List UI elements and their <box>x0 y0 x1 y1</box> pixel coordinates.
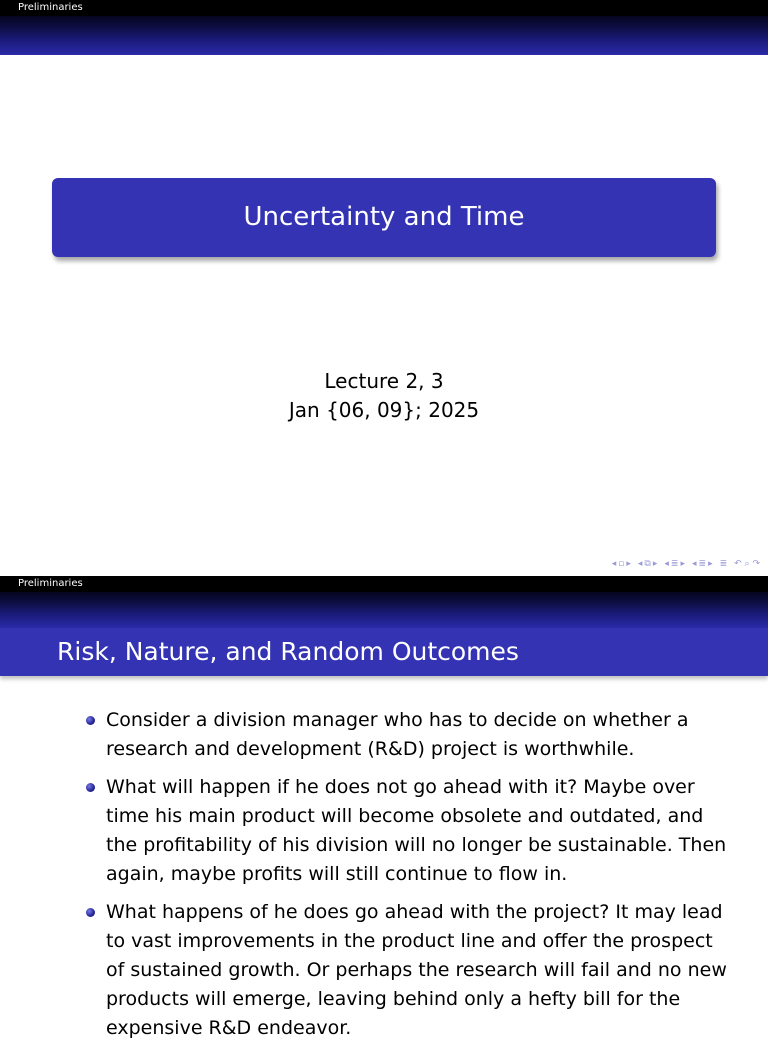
nav-slide-forward-icon[interactable]: ▸ <box>708 559 713 569</box>
frame-title: Risk, Nature, and Random Outcomes <box>57 637 519 666</box>
nav-section-forward-icon[interactable]: ▸ <box>680 559 685 569</box>
bullet-icon <box>86 908 95 917</box>
nav-frame-back-icon[interactable]: ◂ <box>611 559 617 569</box>
header-band <box>0 16 768 55</box>
header-bar <box>0 0 768 16</box>
nav-section-icon[interactable]: ≣ <box>670 559 679 569</box>
content-slide <box>0 576 768 1039</box>
presentation-title: Uncertainty and Time <box>243 202 525 232</box>
bullet-icon <box>86 783 95 792</box>
bullet-text: What will happen if he does not go ahead with it? Maybe over time his main product will become obsolete and outdated, and the profitability of his division will no longer be sustainable. Then again, maybe profits will still continue to flow in. <box>106 776 727 885</box>
bullet-item <box>86 706 736 764</box>
bullet-text: Consider a division manager who has to decide on whether a research and development (R&D) project is worthwhile. <box>106 709 689 760</box>
nav-slide-back-icon[interactable]: ◂ <box>692 559 697 569</box>
beamer-navigation <box>612 558 760 570</box>
nav-subsection-forward-icon[interactable]: ▸ <box>652 559 658 569</box>
title-box <box>52 178 716 257</box>
bullet-item <box>86 898 736 1043</box>
nav-frame-icon[interactable]: ▫ <box>618 559 625 569</box>
bullet-item <box>86 773 736 889</box>
lecture-date: Jan {06, 09}; 2025 <box>288 398 480 422</box>
nav-subsection-back-icon[interactable]: ◂ <box>637 559 643 569</box>
bullet-text: What happens of he does go ahead with the project? It may lead to vast improvements in the product line and offer the prospect of sustained growth. Or perhaps the research will fail and no new products will emerge, leaving behind only a hefty bill for the expensive R&D endeavor. <box>106 901 727 1039</box>
nav-subsection-icon[interactable]: ⧉ <box>644 559 651 569</box>
nav-slide-icon[interactable]: ≣ <box>698 559 707 569</box>
header-section-label: Preliminaries <box>18 578 83 589</box>
lecture-info <box>0 367 768 425</box>
lecture-number: Lecture 2, 3 <box>324 369 444 393</box>
header-bar <box>0 576 768 592</box>
nav-section-back-icon[interactable]: ◂ <box>664 559 669 569</box>
header-band <box>0 592 768 628</box>
nav-toc-icon[interactable]: ≣ <box>719 559 728 569</box>
nav-search-icons[interactable]: ↶ ⌕ ↷ <box>734 559 760 569</box>
nav-frame-forward-icon[interactable]: ▸ <box>626 559 631 569</box>
header-section-label: Preliminaries <box>18 2 83 13</box>
bullet-list <box>86 706 736 1052</box>
frame-title-bar <box>0 628 768 676</box>
bullet-icon <box>86 716 95 725</box>
